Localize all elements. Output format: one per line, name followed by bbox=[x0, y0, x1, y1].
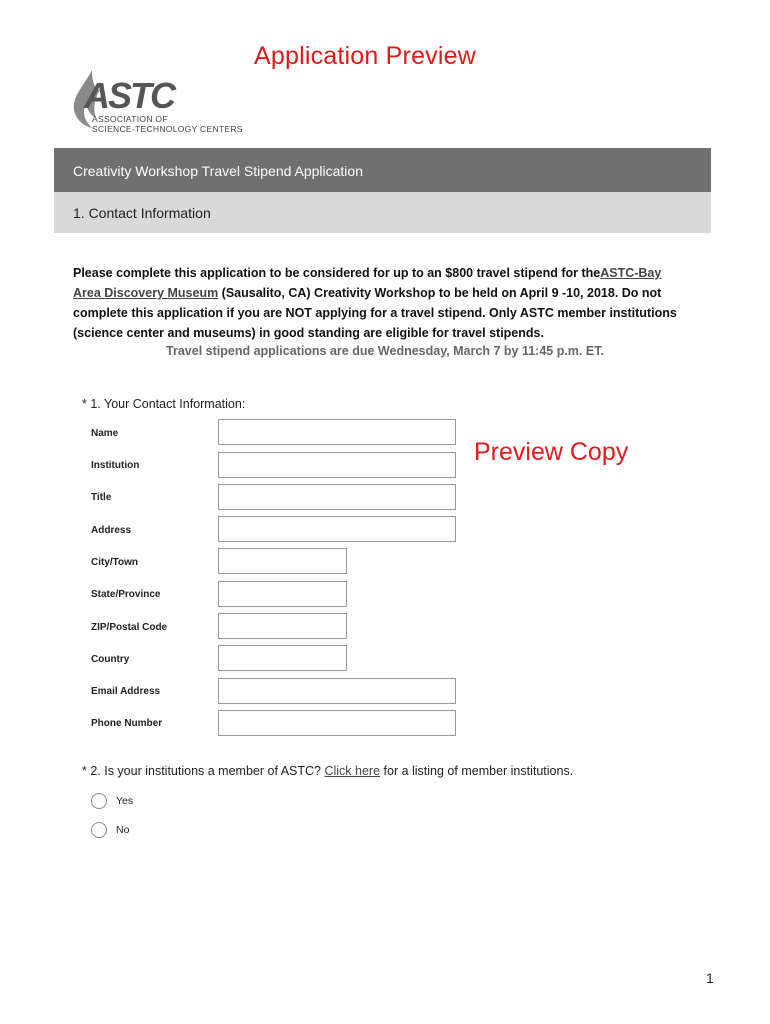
no-radio-label[interactable]: No bbox=[116, 824, 130, 836]
page-number: 1 bbox=[706, 970, 714, 986]
question-2-text-start: * 2. Is your institutions a member of ASTC? bbox=[82, 764, 325, 778]
intro-paragraph bbox=[73, 263, 688, 343]
city-town-label: City/Town bbox=[91, 557, 139, 568]
country-label: Country bbox=[91, 654, 130, 665]
email-address-input[interactable] bbox=[218, 678, 456, 704]
section-title: 1. Contact Information bbox=[73, 205, 211, 221]
astc-logo-wordmark: ASTC bbox=[84, 75, 174, 116]
state-province-input[interactable] bbox=[218, 581, 347, 607]
question-2-label bbox=[82, 764, 573, 778]
astc-bay-area-link[interactable]: ASTC-Bay Area Discovery Museum bbox=[73, 266, 662, 300]
logo-subtitle-line2: SCIENCE-TECHNOLOGY CENTERS bbox=[92, 124, 243, 134]
preview-copy-watermark: Preview Copy bbox=[474, 438, 629, 466]
institution-label: Institution bbox=[91, 460, 140, 471]
phone-number-label: Phone Number bbox=[91, 718, 163, 729]
name-input[interactable] bbox=[218, 419, 456, 445]
zip-postal-code-input[interactable] bbox=[218, 613, 347, 639]
name-label: Name bbox=[91, 428, 119, 439]
logo-subtitle-line1: ASSOCIATION OF bbox=[92, 114, 168, 124]
question-2-text-end: for a listing of member institutions. bbox=[380, 764, 574, 778]
logo-subtitle bbox=[92, 114, 243, 134]
email-address-label: Email Address bbox=[91, 686, 161, 697]
yes-radio[interactable] bbox=[91, 793, 107, 809]
intro-text-end: (Sausalito, CA) Creativity Workshop to be held on April 9 -10, 2018. Do not complete this application if you are NOT applying for a travel stipend. Only ASTC member institutions (science center and museums) in good standing are eligible for travel stipends. bbox=[73, 286, 677, 340]
state-province-label: State/Province bbox=[91, 589, 161, 600]
due-date-notice: Travel stipend applications are due Wednesday, March 7 by 11:45 p.m. ET. bbox=[166, 344, 604, 358]
city-town-input[interactable] bbox=[218, 548, 347, 574]
member-listing-link[interactable]: Click here bbox=[324, 764, 381, 778]
zip-postal-code-label: ZIP/Postal Code bbox=[91, 622, 168, 633]
no-radio[interactable] bbox=[91, 822, 107, 838]
form-title: Creativity Workshop Travel Stipend Application bbox=[73, 163, 363, 179]
preview-title: Application Preview bbox=[254, 42, 476, 70]
country-input[interactable] bbox=[218, 645, 347, 671]
section-header bbox=[54, 192, 711, 233]
title-input[interactable] bbox=[218, 484, 456, 510]
address-label: Address bbox=[91, 525, 132, 536]
question-1-label: * 1. Your Contact Information: bbox=[82, 397, 246, 411]
institution-input[interactable] bbox=[218, 452, 456, 478]
form-title-bar bbox=[54, 148, 711, 192]
intro-text-start: Please complete this application to be considered for up to an $800 travel stipend for the bbox=[73, 266, 601, 280]
phone-number-input[interactable] bbox=[218, 710, 456, 736]
title-label: Title bbox=[91, 492, 112, 503]
address-input[interactable] bbox=[218, 516, 456, 542]
yes-radio-label[interactable]: Yes bbox=[116, 795, 134, 807]
